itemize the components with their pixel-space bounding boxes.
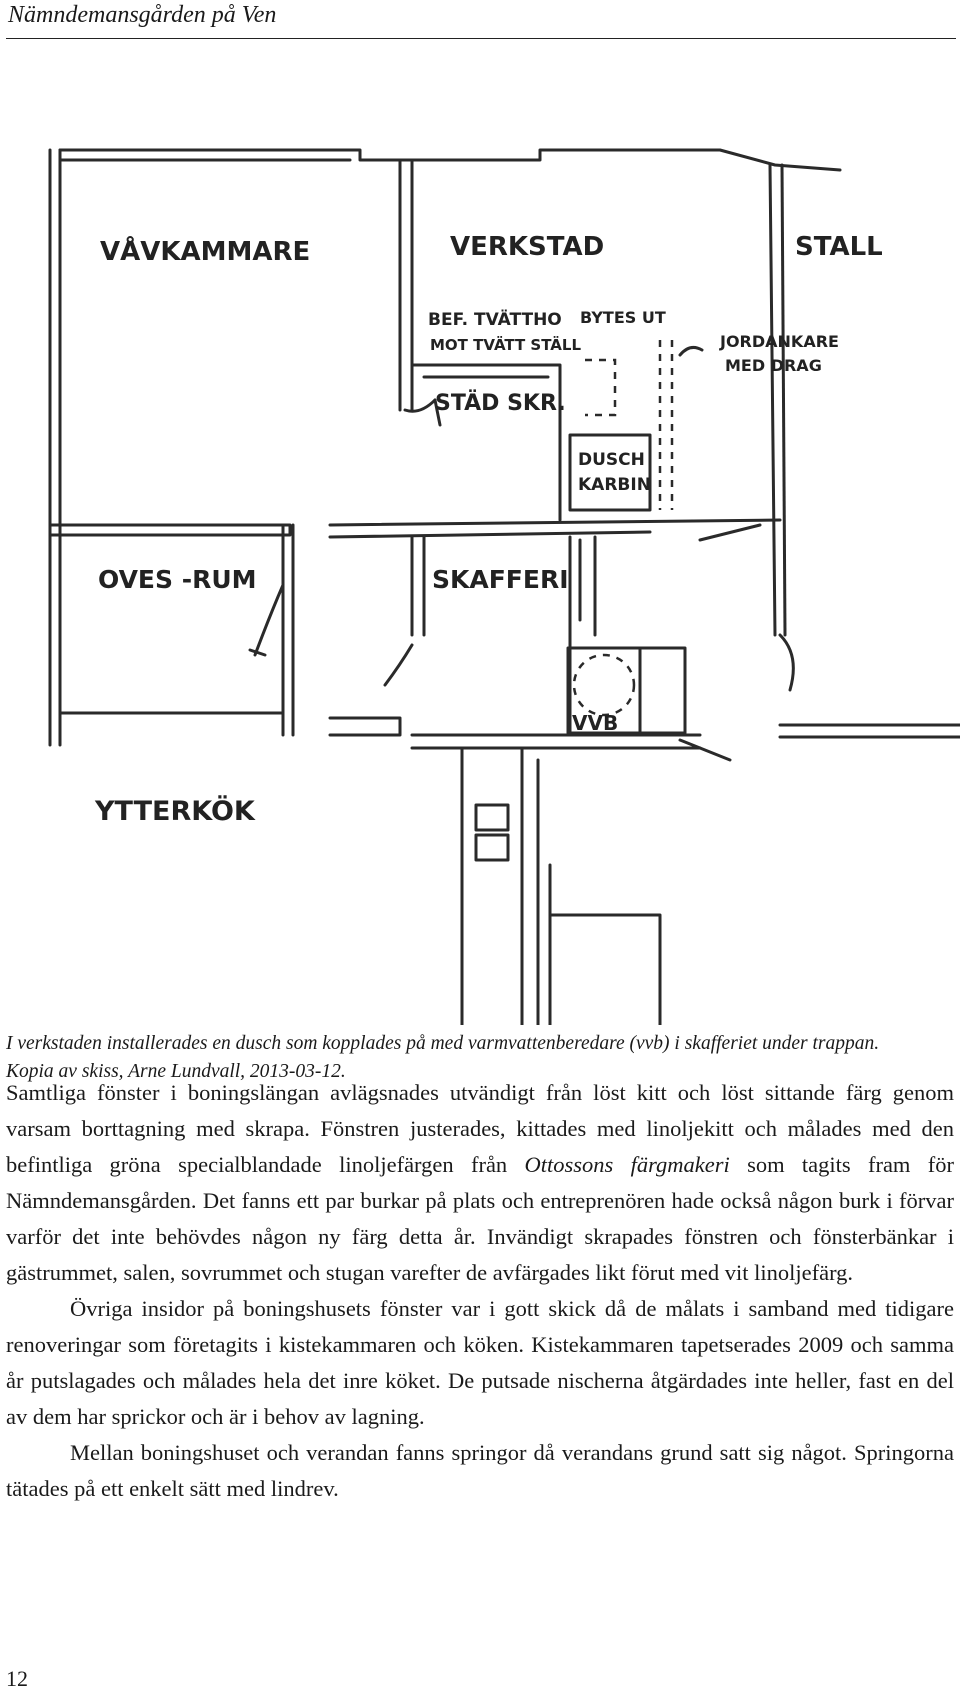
- paragraph-1: [6, 1075, 954, 1291]
- label-skafferi: SKAFFERI: [432, 565, 569, 594]
- label-ytterkok: YTTERKÖK: [95, 796, 255, 827]
- body-text: [6, 1075, 954, 1507]
- label-bef-line2: MOT TVÄTT STÄLL: [430, 336, 582, 354]
- label-stadskr: STÄD SKR.: [435, 391, 566, 416]
- label-oves-rum: OVES -RUM: [98, 565, 257, 594]
- floor-plan-drawing: [40, 145, 960, 1025]
- label-dusch-line2: KARBIN: [578, 475, 651, 495]
- label-bef-line1: BEF. TVÄTTHO: [428, 310, 562, 330]
- label-vavkammare: VÅVKAMMARE: [100, 237, 311, 267]
- caption-line-1: I verkstaden installerades en dusch som kopplades på med varmvattenberedare (vvb) i skafferiet under trappan.: [6, 1033, 880, 1054]
- paragraph-3: Mellan boningshuset och verandan fanns springor då verandans grund satt sig något. Springorna tätades på ett enkelt sätt med lindrev.: [6, 1440, 954, 1501]
- page-number: 12: [6, 1666, 28, 1691]
- label-jordankare-line2: MED DRAG: [725, 356, 822, 375]
- header-title: Nämndemansgården på Ven: [8, 2, 277, 28]
- floor-plan-sketch: [40, 145, 960, 1025]
- paragraph-1-text-b: som tagits fram för Nämndemansgården. Det fanns ett par burkar på plats och entreprenören hade också någon burk i förvar varför det inte behövdes någon ny färg detta år. Invändigt skrapades fönstren och fönsterbänkar i gästrummet, salen, sovrummet och stugan varefter de avfärgades likt förut med vit linoljefärg.: [6, 1152, 954, 1285]
- label-dusch-line1: DUSCH: [578, 450, 645, 470]
- paragraph-1-italic: Ottossons färgmakeri: [524, 1152, 730, 1177]
- label-stall: STALL: [795, 232, 883, 262]
- label-vvb: VVB: [572, 711, 619, 735]
- paragraph-1-text-a: Samtliga fönster i boningslängan avlägsnades utvändigt från löst kitt och löst sittande färg genom varsam borttagning med skrapa. Fönstren justerades, kittades med linoljekitt och målades med den befintliga gröna specialblandade linoljefärgen från: [6, 1080, 954, 1177]
- label-verkstad: VERKSTAD: [450, 232, 605, 262]
- label-jordankare-line1: JORDANKARE: [720, 332, 839, 351]
- label-bytes-ut: BYTES UT: [580, 308, 666, 327]
- running-header: [6, 0, 956, 39]
- caption-line-2: Kopia av skiss, Arne Lundvall, 2013-03-12.: [6, 1061, 346, 1082]
- paragraph-2: Övriga insidor på boningshusets fönster var i gott skick då de målats i samband med tidigare renoveringar som företagits i kistekammaren och köken. Kistekammaren tapetserades 2009 och samma år putslagades och målades hela det inre köket. De putsade nischerna åtgärdades inte heller, fast en del av dem har sprickor och är i behov av lagning.: [6, 1296, 954, 1429]
